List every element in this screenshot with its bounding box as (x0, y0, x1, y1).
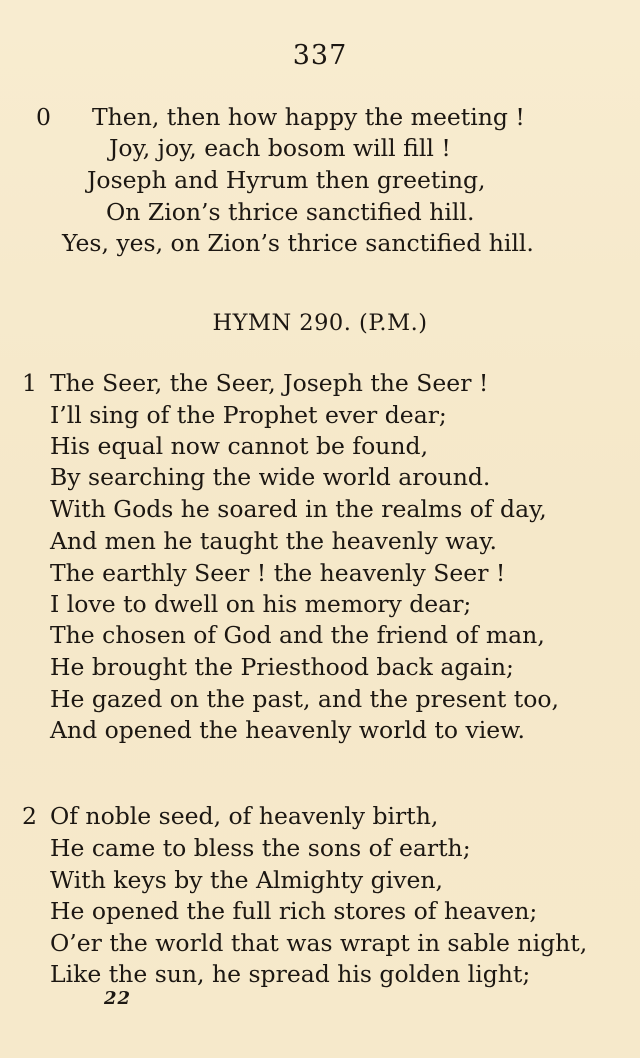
verse-line: With Gods he soared in the realms of day, (50, 495, 547, 523)
verse-line: He opened the full rich stores of heaven; (50, 897, 538, 925)
verse-line: With keys by the Almighty given, (50, 866, 444, 894)
verse-line: O’er the world that was wrapt in sable night, (50, 929, 588, 957)
verse-line: The earthly Seer ! the heavenly Seer ! (50, 559, 506, 587)
verse-line: And opened the heavenly world to view. (50, 716, 525, 744)
verse-line: Then, then how happy the meeting ! (92, 103, 525, 131)
verse-line: On Zion’s thrice sanctified hill. (106, 198, 475, 226)
verse-line: The chosen of God and the friend of man, (50, 621, 545, 649)
verse-line: Joy, joy, each bosom will fill ! (109, 134, 451, 162)
verse-line: He came to bless the sons of earth; (50, 834, 471, 862)
signature-mark: 22 (104, 988, 132, 1009)
verse-line: The Seer, the Seer, Joseph the Seer ! (50, 369, 489, 397)
verse-line: I’ll sing of the Prophet ever dear; (50, 401, 447, 429)
verse-line: Joseph and Hyrum then greeting, (87, 166, 486, 194)
verse-line: He gazed on the past, and the present too, (50, 685, 559, 713)
verse-line: Of noble seed, of heavenly birth, (50, 802, 439, 830)
verse-number: 1 (22, 369, 37, 397)
verse-line: And men he taught the heavenly way. (50, 527, 497, 555)
verse-line: By searching the wide world around. (50, 463, 491, 491)
verse-line: Like the sun, he spread his golden light; (50, 960, 531, 988)
verse-line: Yes, yes, on Zion’s thrice sanctified hill. (62, 229, 534, 257)
verse-number: 0 (36, 103, 51, 131)
verse-line: He brought the Priesthood back again; (50, 653, 514, 681)
hymn-title: HYMN 290. (P.M.) (212, 310, 428, 336)
verse-line: I love to dwell on his memory dear; (50, 590, 472, 618)
verse-number: 2 (22, 802, 37, 830)
verse-line: His equal now cannot be found, (50, 432, 429, 460)
page-number: 337 (292, 40, 348, 71)
